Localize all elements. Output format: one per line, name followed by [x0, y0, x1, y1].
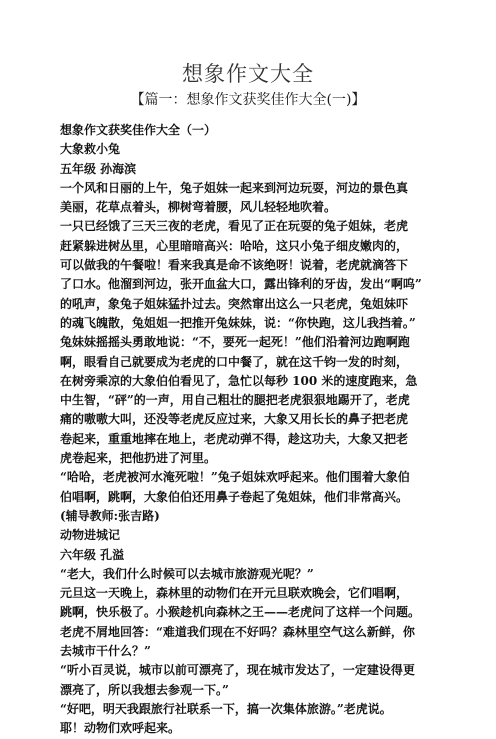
text-line: “听小百灵说，城市以前可漂亮了，现在城市发达了，一定建设得更: [60, 663, 415, 678]
text-line: 老虎不屑地回答：“难道我们现在不好吗？森林里空气这么新鲜，你: [60, 624, 415, 639]
text-line: 美丽，花草点着头，柳树弯着腰，风儿轻轻地吹着。: [60, 200, 337, 215]
text-line: 赶紧躲进树丛里，心里暗暗高兴：哈哈，这只小兔子细皮嫩肉的，: [60, 238, 409, 253]
text-line: 兔妹妹摇摇头勇敢地说：“不，要死一起死！”他们沿着河边跑啊跑: [60, 335, 410, 350]
text-line: “老大，我们什么时候可以去城市旅游观光呢？”: [60, 566, 314, 581]
text-line: 一只已经饿了三天三夜的老虎，看见了正在玩耍的兔子姐妹，老虎: [60, 219, 409, 234]
document-title: 想象作文大全: [182, 62, 314, 86]
text-line: 一个风和日丽的上午，兔子姐妹一起来到河边玩耍，河边的景色真: [60, 180, 409, 195]
text-line: “哈哈，老虎被河水淹死啦！”兔子姐妹欢呼起来。他们围着大象伯: [60, 470, 410, 485]
document-body: [60, 121, 446, 739]
text-line: 五年级 孙海滨: [60, 161, 137, 176]
text-line: 大象救小兔: [60, 142, 121, 157]
text-line: 漂亮了，所以我想去参观一下。”: [60, 682, 229, 697]
text-line: “好吧，明天我跟旅行社联系一下，搞一次集体旅游。”老虎说。: [60, 701, 392, 716]
text-line: 在树旁乘凉的大象伯伯看见了，急忙以每秒 100 米的速度跑来，急: [60, 373, 418, 388]
text-line: 啊，眼看自己就要成为老虎的口中餐了，就在这千钧一发的时刻，: [60, 354, 409, 369]
text-line: 可以做我的午餐啦！看来我真是命不该绝呀！说着，老虎就滴答下: [60, 258, 409, 273]
text-line: (辅导教师:张吉路): [60, 508, 160, 523]
text-line: 中生智，“砰”的一声，用自己粗壮的腿把老虎狠狠地踢开了，老虎: [60, 393, 410, 408]
text-line: 跳啊，快乐极了。小猴趁机向森林之王——老虎问了这样一个问题。: [60, 605, 421, 620]
text-line: 动物进城记: [60, 528, 121, 543]
text-line: 卷起来，重重地摔在地上，老虎动弹不得，趁这功夫，大象又把老: [60, 431, 409, 446]
text-line: 六年级 孔溢: [60, 547, 125, 562]
document-subtitle: 【篇一：想象作文获奖佳作大全(一)】: [130, 92, 366, 108]
text-line: 了口水。他溜到河边，张开血盆大口，露出锋利的牙齿，发出“啊呜”: [60, 277, 422, 292]
text-line: 想象作文获奖佳作大全（一）: [60, 123, 217, 137]
text-line: 元旦这一天晚上，森林里的动物们在开元旦联欢晚会，它们唱啊，: [60, 586, 409, 601]
text-line: 去城市干什么？”: [60, 644, 151, 659]
text-line: 的魂飞魄散，兔姐姐一把推开兔妹妹，说：“你快跑，这儿我挡着。”: [60, 315, 416, 330]
text-line: 耶！动物们欢呼起来。: [60, 721, 181, 736]
text-line: 虎卷起来，把他扔进了河里。: [60, 451, 217, 466]
text-line: 的吼声，象兔子姐妹猛扑过去。突然窜出这么一只老虎，兔姐妹吓: [60, 296, 409, 311]
text-line: 伯唱啊，跳啊，大象伯伯还用鼻子卷起了兔姐妹，他们非常高兴。: [60, 489, 409, 504]
text-line: 痛的嗷嗷大叫，还没等老虎反应过来，大象又用长长的鼻子把老虎: [60, 412, 409, 427]
